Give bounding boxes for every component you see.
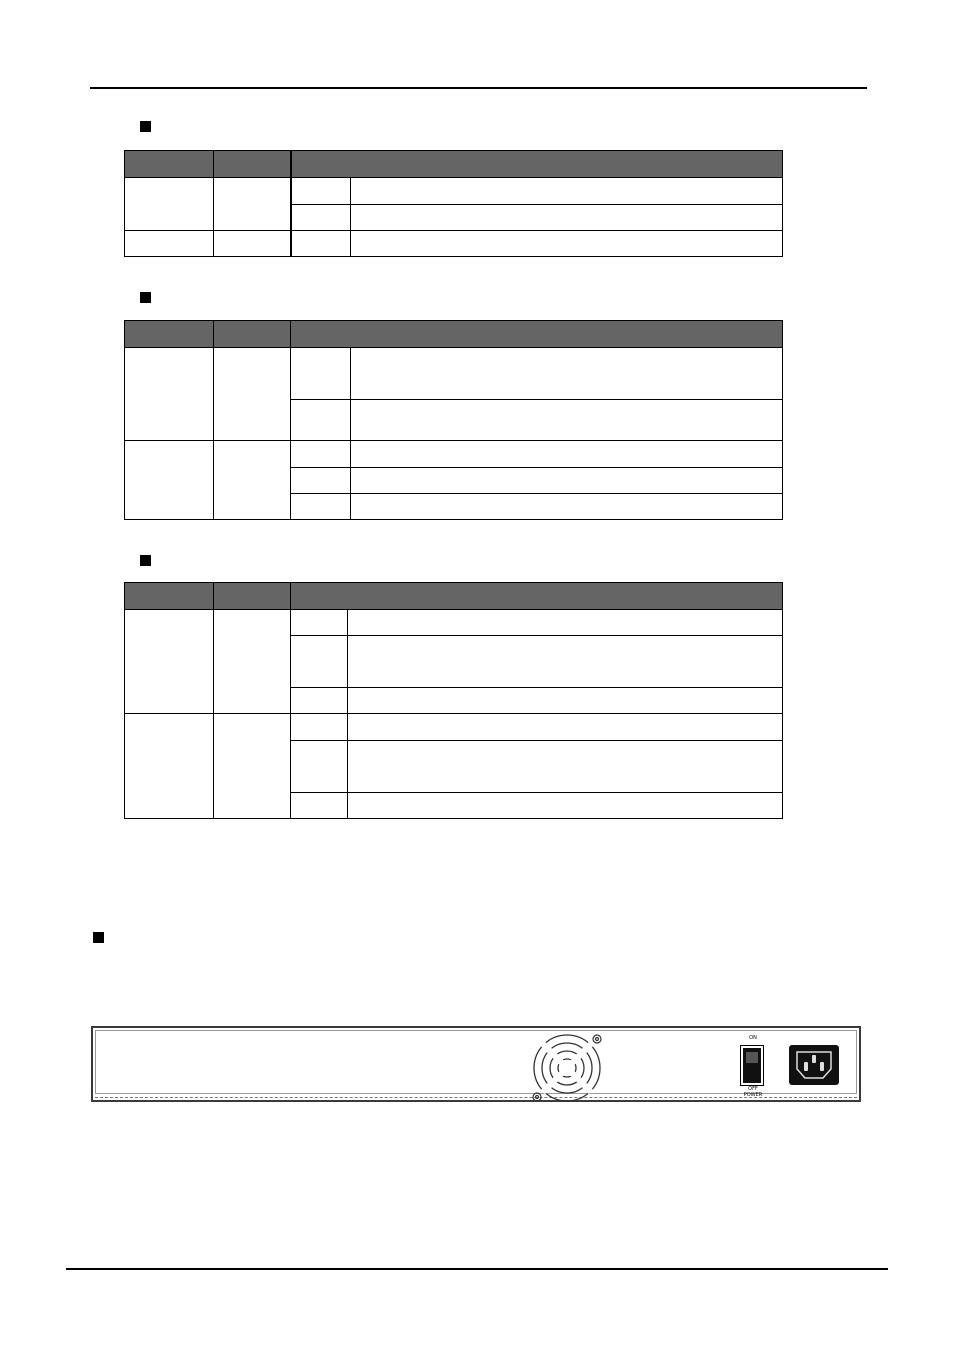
table-row — [125, 178, 783, 205]
power-switch-caption: POWER — [743, 1092, 763, 1098]
table-header-row — [125, 321, 783, 348]
table-cell — [214, 441, 291, 520]
footer-rule — [66, 1268, 888, 1270]
table-cell — [125, 714, 214, 819]
header-cell — [125, 321, 214, 348]
table-cell — [291, 348, 351, 400]
table-cell — [351, 178, 783, 205]
header-rule — [90, 87, 867, 89]
table-cell — [348, 793, 783, 819]
table-cell — [214, 231, 291, 257]
table-cell — [348, 610, 783, 636]
table-row — [125, 610, 783, 636]
table-cell — [348, 714, 783, 741]
power-switch — [740, 1045, 764, 1086]
table-cell — [291, 178, 351, 205]
table-cell — [348, 741, 783, 793]
ac-power-socket — [789, 1045, 839, 1085]
table-header-row — [125, 151, 783, 178]
section-bullet-3 — [140, 555, 151, 566]
table-row — [125, 231, 783, 257]
header-cell — [214, 151, 291, 178]
table-cell — [351, 348, 783, 400]
table-cell — [291, 205, 351, 231]
table-cell — [351, 468, 783, 494]
table-cell — [351, 494, 783, 520]
table-cell — [125, 610, 214, 714]
rear-panel-figure — [91, 1026, 861, 1102]
table-cell — [291, 610, 348, 636]
power-switch-rocker — [743, 1048, 761, 1083]
section-bullet-2 — [140, 292, 151, 303]
table-cell — [348, 636, 783, 688]
table-cell — [351, 231, 783, 257]
table-cell — [291, 494, 351, 520]
iec-socket-icon — [789, 1045, 839, 1085]
table-cell — [125, 178, 214, 231]
table-cell — [214, 610, 291, 714]
header-cell — [214, 321, 291, 348]
table-row — [125, 441, 783, 468]
table-cell — [291, 688, 348, 714]
table-cell — [348, 688, 783, 714]
table-cell — [291, 714, 348, 741]
table-cell — [214, 348, 291, 441]
table-cell — [291, 231, 351, 257]
table-cell — [291, 468, 351, 494]
header-cell — [125, 151, 214, 178]
table-header-row — [125, 583, 783, 610]
led-table-1 — [124, 150, 783, 257]
table-cell — [291, 741, 348, 793]
table-cell — [125, 348, 214, 441]
table-cell — [214, 714, 291, 819]
header-cell — [291, 321, 783, 348]
table-cell — [214, 178, 291, 231]
table-cell — [291, 441, 351, 468]
power-switch-off-label: OFF — [748, 1086, 758, 1092]
table-cell — [125, 441, 214, 520]
header-cell — [125, 583, 214, 610]
table-cell — [351, 205, 783, 231]
header-cell — [291, 151, 783, 178]
fan-vent-icon — [529, 1031, 609, 1105]
table-cell — [351, 400, 783, 441]
led-table-3 — [124, 582, 783, 819]
table-cell — [291, 636, 348, 688]
table-cell — [125, 231, 214, 257]
table-cell — [291, 400, 351, 441]
table-row — [125, 348, 783, 400]
table-cell — [351, 441, 783, 468]
section-bullet-1 — [140, 121, 151, 132]
header-cell — [291, 583, 783, 610]
table-cell — [291, 793, 348, 819]
table-row — [125, 714, 783, 741]
led-table-2 — [124, 320, 783, 520]
power-switch-on-label: ON — [749, 1035, 757, 1041]
header-cell — [214, 583, 291, 610]
power-switch-highlight — [746, 1052, 758, 1063]
section-bullet-4 — [93, 932, 104, 943]
